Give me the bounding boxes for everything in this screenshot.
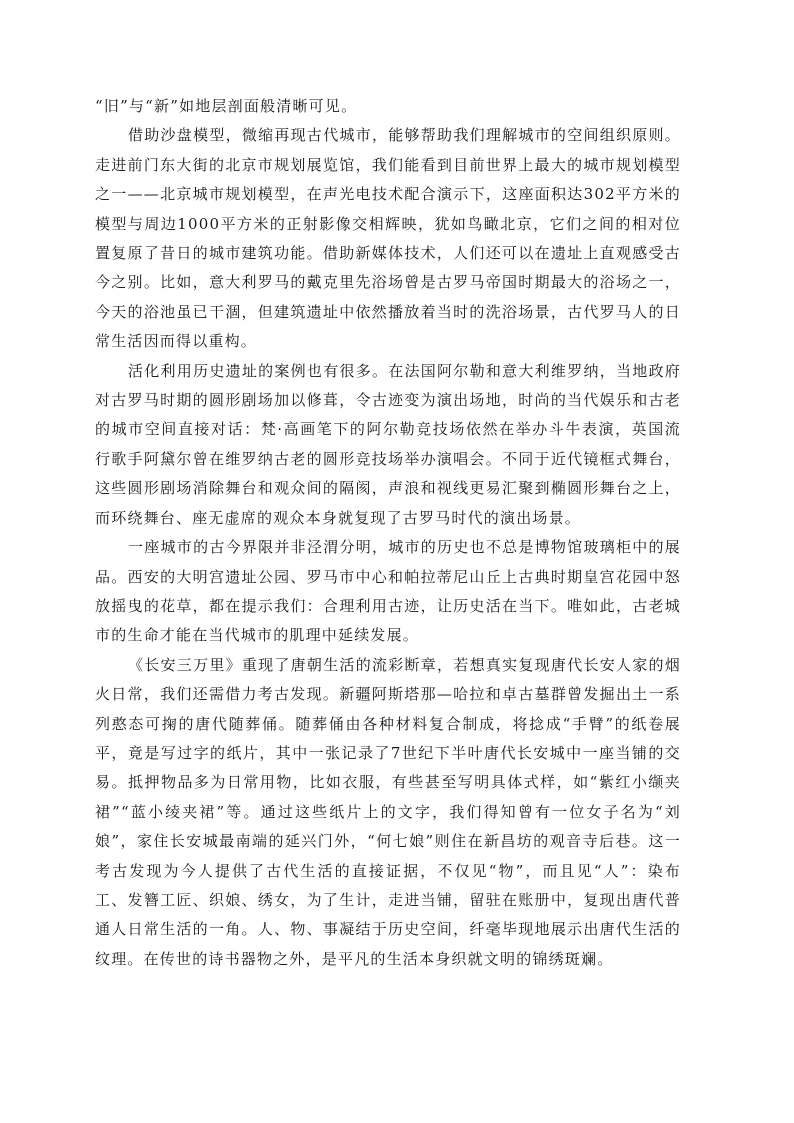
paragraph-5: 《长安三万里》重现了唐朝生活的流彩断章，若想真实复现唐代长安人家的烟火日常，我们还需借力考古发现。新疆阿斯塔那—哈拉和卓古墓群曾发掘出土一系列憨态可掬的唐代随葬俑。随葬俑由各种材料复合制成，将捻成“手臂”的纸卷展平，竟是写过字的纸片，其中一张记录了7世纪下半叶唐代长安城中一座当铺的交易。抵押物品多为日常用物，比如衣服，有些甚至写明具体式样，如“紫红小缬夹裙”“蓝小绫夹裙”等。通过这些纸片上的文字，我们得知曾有一位女子名为“刘娘”，家住长安城最南端的延兴门外，“何七娘”则住在新昌坊的观音寺后巷。这一考古发现为今人提供了古代生活的直接证据，不仅见“物”，而且见“人”：染布工、发簪工匠、织娘、绣女，为了生计，走进当铺，留驻在账册中，复现出唐代普通人日常生活的一角。人、物、事凝结于历史空间，纤毫毕现地展示出唐代生活的纹理。在传世的诗书器物之外，是平凡的生活本身织就文明的锦绣斑斓。 — [95, 655, 681, 968]
paragraph-4: 一座城市的古今界限并非泾渭分明，城市的历史也不总是博物馆玻璃柜中的展品。西安的大明宫遗址公园、罗马市中心和帕拉蒂尼山丘上古典时期皇宫花园中怒放摇曳的花草，都在提示我们：合理利用古迹，让历史活在当下。唯如此，古老城市的生命才能在当代城市的肌理中延续发展。 — [95, 538, 681, 645]
paragraph-1: “旧”与“新”如地层剖面般清晰可见。 — [95, 97, 358, 115]
body-text — [95, 92, 681, 974]
paragraph-2: 借助沙盘模型，微缩再现古代城市，能够帮助我们理解城市的空间组织原则。走进前门东大街的北京市规划展览馆，我们能看到目前世界上最大的城市规划模型之一——北京城市规划模型，在声光电技术配合演示下，这座面积达302平方米的模型与周边1000平方米的正射影像交相辉映，犹如鸟瞰北京，它们之间的相对位置复原了昔日的城市建筑功能。借助新媒体技术，人们还可以在遗址上直观感受古今之别。比如，意大利罗马的戴克里先浴场曾是古罗马帝国时期最大的浴场之一，今天的浴池虽已干涸，但建筑遗址中依然播放着当时的洗浴场景，古代罗马人的日常生活因而得以重构。 — [95, 126, 681, 351]
paragraph-3: 活化利用历史遗址的案例也有很多。在法国阿尔勒和意大利维罗纳，当地政府对古罗马时期的圆形剧场加以修葺，令古迹变为演出场地，时尚的当代娱乐和古老的城市空间直接对话：梵·高画笔下的阿尔勒竞技场依然在举办斗牛表演，英国流行歌手阿黛尔曾在维罗纳古老的圆形竞技场举办演唱会。不同于近代镜框式舞台，这些圆形剧场消除舞台和观众间的隔阂，声浪和视线更易汇聚到椭圆形舞台之上，而环绕舞台、座无虚席的观众本身就复现了古罗马时代的演出场景。 — [95, 361, 681, 527]
